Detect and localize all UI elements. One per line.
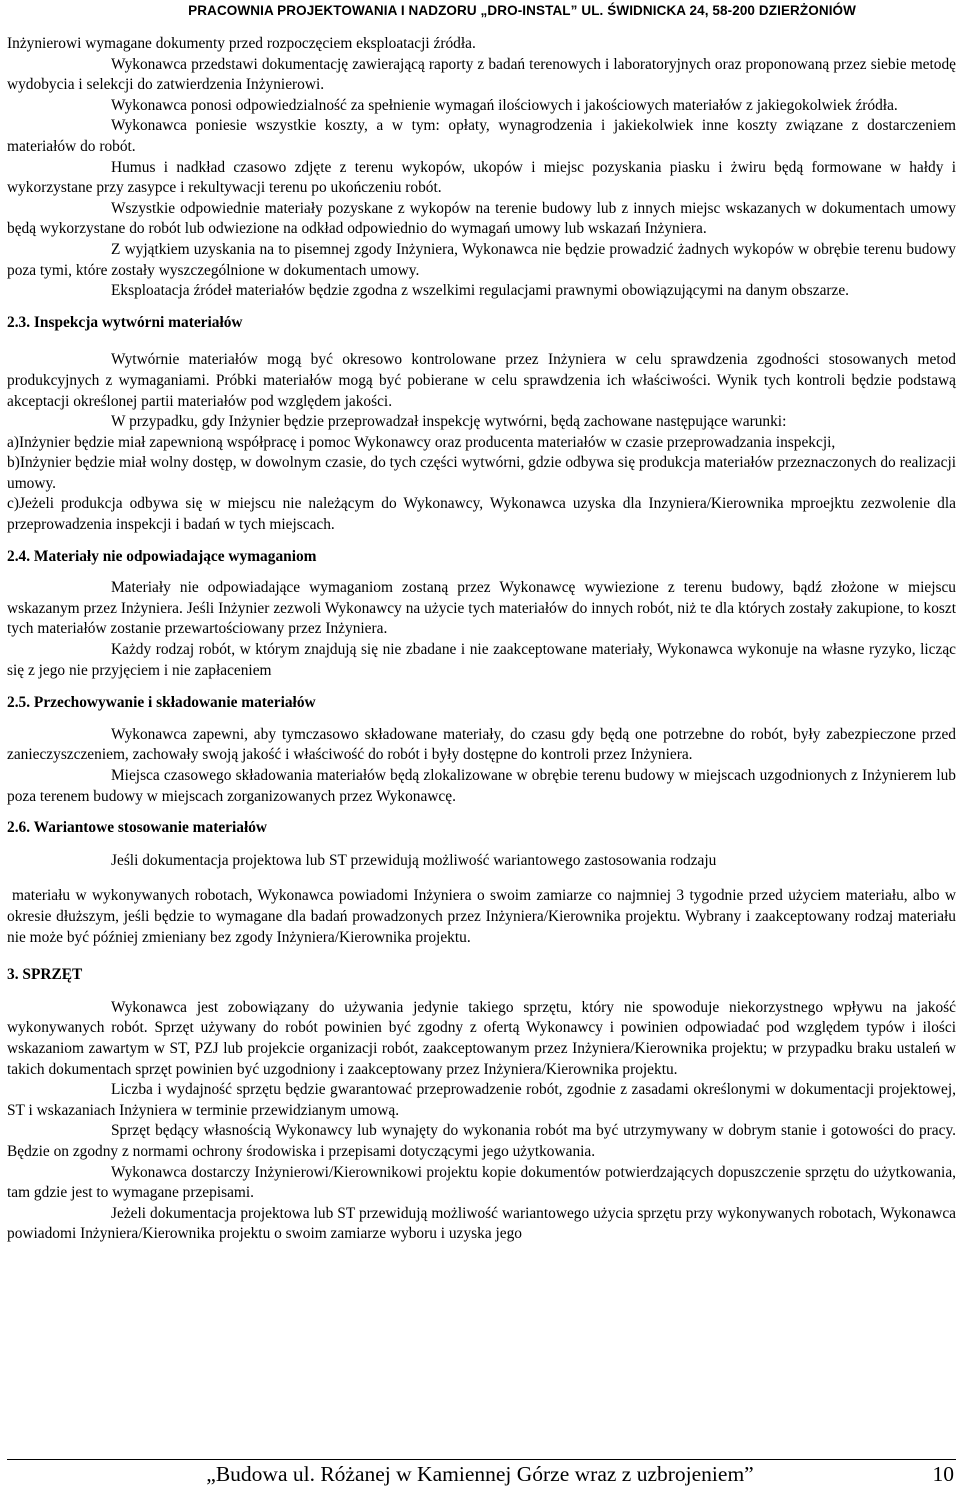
paragraph: Wszystkie odpowiednie materiały pozyskane z wykopów na terenie budowy lub z innych miejsc wskazanych w dokumentach umowy będą wykorzystane do robót lub odwiezione na odkład odpowiednio do wymagań umowy lub wskazań Inżyniera. (7, 199, 956, 238)
paragraph: Materiały nie odpowiadające wymaganiom zostaną przez Wykonawcę wywiezione z terenu budowy, bądź złożone w miejscu wskazanym przez Inżyniera. Jeśli Inżynier zezwoli Wykonawcy na użycie tych materiałów do innych robót, niż te dla których zostały zakupione, to koszt tych materiałów zostanie przewartościowany przez Inżyniera. (7, 579, 956, 638)
footer-divider (7, 1459, 956, 1460)
paragraph: materiału w wykonywanych robotach, Wykonawca powiadomi Inżyniera o swoim zamiarze co najmniej 3 tygodnie przed użyciem materiału, albo w okresie dłuższym, jeśli będzie to wymagane dla badań prowadzonych przez Inżyniera/Kierownika projektu. Wybrany i zaakceptowany rodzaj materiału nie może być później zmieniany bez zgody Inżyniera/Kierownika projektu. (7, 887, 956, 946)
page-header: PRACOWNIA PROJEKTOWANIA I NADZORU „DRO-INSTAL” UL. ŚWIDNICKA 24, 58-200 DZIERŻONIÓW (188, 3, 856, 18)
paragraph: Wykonawca przedstawi dokumentację zawierającą raporty z badań terenowych i laboratoryjnych oraz proponowaną przez siebie metodę wydobycia i selekcji do zatwierdzenia Inżynierowi. (7, 55, 956, 94)
list-item: a)Inżynier będzie miał zapewnioną współpracę i pomoc Wykonawcy oraz producenta materiałów w czasie przeprowadzania inspekcji, (7, 433, 836, 451)
paragraph: Miejsca czasowego składowania materiałów będą zlokalizowane w obrębie terenu budowy w miejscach uzgodnionych z Inżynierem lub poza terenem budowy w miejscach zorganizowanych przez Wykonawcę. (7, 767, 956, 805)
paragraph: Każdy rodzaj robót, w którym znajdują się nie zbadane i nie zaakceptowane materiały, Wykonawca wykonuje na własne ryzyko, licząc się z jego nie przyjęciem i nie zapłaceniem (7, 641, 956, 679)
paragraph: Inżynierowi wymagane dokumenty przed rozpoczęciem eksploatacji źródła. (7, 35, 476, 52)
section-heading-2-5: 2.5. Przechowywanie i składowanie materiałów (7, 694, 316, 712)
paragraph: Wykonawca zapewni, aby tymczasowo składowane materiały, do czasu gdy będą one potrzebne do robót, były zabezpieczone przed zanieczyszczeniem, zachowały swoją jakość i właściwość do robót i były dostępne do kontroli przez Inżyniera. (7, 725, 956, 764)
paragraph: Wykonawca ponosi odpowiedzialność za spełnienie wymagań ilościowych i jakościowych materiałów z jakiegokolwiek źródła. (111, 96, 898, 114)
paragraph: Wytwórnie materiałów mogą być okresowo kontrolowane przez Inżyniera w celu sprawdzenia zgodności stosowanych metod produkcyjnych z wymaganiami. Próbki materiałów mogą być pobierane w celu sprawdzenia ich właściwości. Wynik tych kontroli będzie podstawą akceptacji określonej partii materiałów pod względem jakości. (7, 351, 956, 410)
paragraph: Liczba i wydajność sprzętu będzie gwarantować przeprowadzenie robót, zgodnie z zasadami określonymi w dokumentacji projektowej, ST i wskazaniach Inżyniera w terminie przewidzianym umową. (7, 1081, 956, 1119)
paragraph: Wykonawca jest zobowiązany do używania jedynie takiego sprzętu, który nie spowoduje niekorzystnego wpływu na jakość wykonywanych robót. Sprzęt używany do robót powinien być zgodny z ofertą Wykonawcy i powinien odpowiadać pod względem typów i ilości wskazaniom zawartym w ST, PZJ lub projekcie organizacji robót, zaakceptowanym przez Inżyniera/Kierownika projektu; w przypadku braku ustaleń w takich dokumentach sprzęt powinien być uzgodniony i zaakceptowany przez Inżyniera/Kierownika projektu. (7, 998, 956, 1078)
section-heading-2-3: 2.3. Inspekcja wytwórni materiałów (7, 313, 243, 331)
section-heading-3: 3. SPRZĘT (7, 966, 83, 984)
paragraph: Jeżeli dokumentacja projektowa lub ST przewidują możliwość wariantowego użycia sprzętu przy wykonywanych robotach, Wykonawca powiadomi Inżyniera/Kierownika projektu o swoim zamiarze wyboru i uzyska jego (7, 1204, 956, 1243)
section-heading-2-4: 2.4. Materiały nie odpowiadające wymaganiom (7, 547, 317, 565)
page-number: 10 (932, 1462, 954, 1486)
paragraph: Humus i nadkład czasowo zdjęte z terenu wykopów, ukopów i miejsc pozyskania piasku i żwiru będą formowane w hałdy i wykorzystane przy zasypce i rekultywacji terenu po ukończeniu robót. (7, 158, 956, 197)
paragraph: Wykonawca poniesie wszystkie koszty, a w tym: opłaty, wynagrodzenia i jakiekolwiek inne koszty związane z dostarczeniem materiałów do robót. (7, 117, 956, 155)
footer-title: „Budowa ul. Różanej w Kamiennej Górze wraz z uzbrojeniem” (206, 1462, 754, 1486)
paragraph: Wykonawca dostarczy Inżynierowi/Kierownikowi projektu kopie dokumentów potwierdzających dopuszczenie sprzętu do użytkowania, tam gdzie jest to wymagane przepisami. (7, 1163, 956, 1202)
paragraph: W przypadku, gdy Inżynier będzie przeprowadzał inspekcję wytwórni, będą zachowane następujące warunki: (111, 413, 787, 431)
list-item: c)Jeżeli produkcja odbywa się w miejscu nie należącym do Wykonawcy, Wykonawca uzyska dla Inzyniera/Kierownika mproejktu zezwolenie dla przeprowadzenia inspekcji i badań w tych miejscach. (7, 495, 956, 534)
document-body (7, 34, 956, 1245)
paragraph: Sprzęt będący własnością Wykonawcy lub wynajęty do wykonania robót ma być utrzymywany w dobrym stanie i gotowości do pracy. Będzie on zgodny z normami ochrony środowiska i przepisami dotyczącymi jego użytkowania. (7, 1122, 956, 1160)
paragraph: Eksploatacja źródeł materiałów będzie zgodna z wszelkimi regulacjami prawnymi obowiązującymi na danym obszarze. (111, 282, 850, 300)
list-item: b)Inżynier będzie miał wolny dostęp, w dowolnym czasie, do tych części wytwórni, gdzie odbywa się produkcja materiałów przeznaczonych do realizacji umowy. (7, 454, 956, 492)
section-heading-2-6: 2.6. Wariantowe stosowanie materiałów (7, 819, 268, 837)
paragraph: Z wyjątkiem uzyskania na to pisemnej zgody Inżyniera, Wykonawca nie będzie prowadzić żadnych wykopów w obrębie terenu budowy poza tymi, które zostały wyszczególnione w dokumentach umowy. (7, 240, 956, 279)
paragraph: Jeśli dokumentacja projektowa lub ST przewidują możliwość wariantowego zastosowania rodzaju (111, 851, 717, 869)
